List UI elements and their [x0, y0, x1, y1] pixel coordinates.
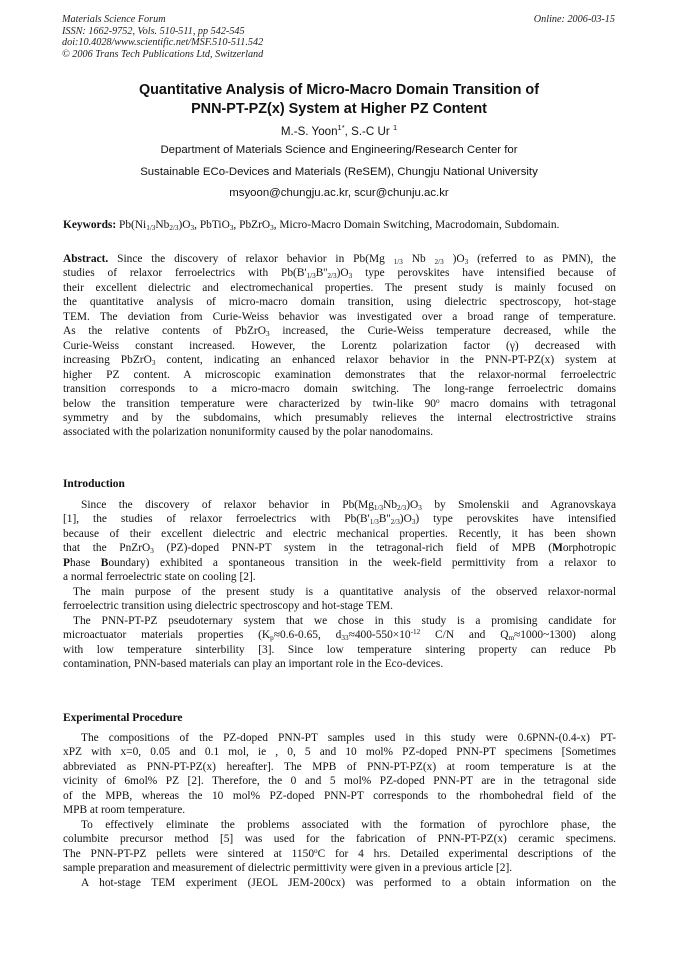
- keyword-text: , PbZrO: [233, 219, 271, 231]
- text-run: B'': [378, 513, 391, 526]
- text-run: )O: [406, 499, 419, 511]
- exp-line: abbreviated as PNN-PT-PZ(x) hereafter]. The MPB of PNN-PT-PZ(x) at room temperature is at the: [63, 760, 616, 773]
- text-sub: 1/3: [373, 504, 384, 512]
- text-sub: 2/3: [434, 258, 444, 266]
- text-run: (referred to as PMN), the: [468, 253, 616, 265]
- text-run: )O: [336, 267, 349, 280]
- abstract: [63, 252, 616, 440]
- exp-line: of the MPB, whereas the 10 mol% PZ-doped PNN-PT corresponds to the rhombohedral field of the: [63, 789, 616, 802]
- text-sub: 3: [265, 330, 270, 339]
- doi-line: doi:10.4028/www.scientific.net/MSF.510-511.542: [62, 37, 264, 49]
- text-sub: 1/3: [369, 518, 379, 527]
- intro-line: [63, 541, 616, 555]
- intro-line: The PNN-PT-PZ pseudoternary system that we chose in this study is a promising candidate for: [73, 614, 616, 627]
- affiliation-line-2: Sustainable ECo-Devices and Materials (ReSEM), Chungju National University: [140, 165, 538, 178]
- text-run: by Smolenskii and Agranovskaya: [421, 499, 616, 511]
- intro-line: contamination, PNN-based materials can play an important role in the Eco-devices.: [63, 657, 444, 670]
- text-sub: 3: [150, 547, 154, 556]
- journal-header: [62, 14, 263, 60]
- text-run: ) type perovskites have intensified: [415, 513, 616, 526]
- copyright-line: © 2006 Trans Tech Publications Ltd, Switzerland: [62, 48, 264, 60]
- title-line-1: Quantitative Analysis of Micro-Macro Domain Transition of: [138, 82, 540, 98]
- abstract-line: [63, 252, 616, 266]
- keywords: [63, 218, 618, 232]
- experimental-body: [63, 731, 616, 890]
- text-sub: 3: [348, 272, 353, 281]
- text-run: hase: [69, 556, 101, 569]
- intro-line: with low temperature sinterbility [3]. Since low temperature sintering property can reduce Pb: [63, 643, 616, 656]
- text-run: ≈400-550×10: [348, 629, 411, 642]
- text-run: Since the discovery of relaxor behavior in Pb(Mg: [108, 253, 394, 265]
- author-separator: ,: [344, 125, 352, 138]
- keyword-text: Nb: [155, 219, 170, 231]
- text-sup: -12: [410, 628, 421, 637]
- abstract-label: Abstract.: [63, 253, 109, 265]
- text-sub: p: [270, 634, 274, 643]
- text-bold: P: [63, 556, 70, 569]
- text-run: )O: [443, 253, 465, 265]
- abstract-line: the quantitative analysis of micro-macro domain transition, using dielectric spectroscopy, hot-stage: [63, 296, 616, 309]
- intro-line: [63, 628, 616, 642]
- text-run: [1], the studies of relaxor ferroelectrics with Pb(B': [63, 513, 370, 526]
- paper-title: [40, 81, 638, 119]
- text-bold: B: [100, 556, 109, 569]
- exp-line: columbite precursor method [5] was used for the fabrication of PNN-PT-PZ(x) ceramic specimens.: [63, 833, 616, 846]
- keyword-sub: 3: [190, 224, 195, 232]
- intro-line: [63, 512, 616, 526]
- abstract-line: TEM. The deviation from Curie-Weiss behavior was investigated over a broad range of temperature.: [63, 310, 616, 323]
- text-run: orphotropic: [562, 542, 617, 555]
- author-2: S.-C Ur: [351, 125, 390, 138]
- online-date: Online: 2006-03-15: [533, 14, 615, 25]
- affiliation-line-1: Department of Materials Science and Engineering/Research Center for: [160, 144, 518, 156]
- keywords-label: Keywords:: [63, 219, 117, 231]
- author-2-affil-mark: 1: [392, 123, 398, 132]
- exp-line: MPB at room temperature.: [63, 804, 186, 817]
- keyword-sub: 3: [229, 224, 234, 232]
- text-sub: 1/3: [393, 258, 403, 266]
- text-sub: 3: [464, 258, 469, 266]
- exp-line: vicinity of 6mol% PZ [2]. Therefore, the 0 and 5 mol% PZ-doped PNN-PT are in the tetragonal side: [63, 775, 616, 788]
- intro-line: [63, 556, 616, 570]
- exp-line: [63, 847, 616, 861]
- section-heading-introduction: Introduction: [63, 478, 125, 490]
- keyword-sub: 3: [270, 224, 274, 232]
- author-1: M.-S. Yoon: [280, 125, 338, 138]
- keyword-sub: 2/3: [169, 224, 179, 232]
- text-sub: 1/3: [306, 272, 316, 281]
- text-run: Nb: [383, 499, 398, 511]
- section-heading-experimental: Experimental Procedure: [63, 712, 183, 724]
- text-sub: 3: [151, 359, 156, 368]
- issn-line: ISSN: 1662-9752, Vols. 510-511, pp 542-545: [62, 25, 245, 37]
- text-sub: 2/3: [397, 504, 407, 512]
- text-run: ≈1000~1300) along: [514, 629, 616, 642]
- text-run: below the transition temperature were characterized by twin-like 90: [63, 397, 436, 410]
- abstract-line: [63, 324, 616, 338]
- text-bold: M: [552, 542, 563, 555]
- text-run: oundary) exhibited a spontaneous transition in the week-field permittivity from a relaxor to: [108, 556, 616, 569]
- text-sup: o: [314, 846, 318, 855]
- abstract-line: [63, 353, 616, 367]
- text-sub: 2/3: [327, 272, 337, 281]
- author-emails: msyoon@chungju.ac.kr, scur@chunju.ac.kr: [229, 187, 449, 199]
- text-run: increased, the Curie-Weiss temperature decreased, while the: [269, 325, 616, 338]
- abstract-line: higher PZ content. A microscopic examination demonstrates that the relaxor-normal ferroelectric: [63, 368, 616, 381]
- journal-name: Materials Science Forum: [62, 14, 166, 25]
- text-run: that the PnZrO: [63, 542, 151, 555]
- title-line-2: PNN-PT-PZ(x) System at Higher PZ Content: [191, 101, 487, 117]
- text-run: The PNN-PT-PZ pellets were sintered at 1150: [63, 847, 315, 860]
- text-run: increasing PbZrO: [63, 354, 152, 367]
- keyword-text: Pb(Ni: [116, 219, 147, 231]
- text-run: (PZ)-doped PNN-PT system in the tetragonal-rich field of MPB (: [153, 542, 553, 555]
- text-run: type perovskites have intensified because of: [352, 267, 616, 280]
- exp-line: sample preparation and measurement of dielectric permittivity were given in a previous article [2].: [63, 862, 513, 875]
- intro-line: [63, 498, 616, 512]
- text-run: macro domains with tetragonal: [439, 397, 616, 410]
- keyword-text: , Micro-Macro Domain Switching, Macrodomain, Subdomain.: [273, 219, 560, 231]
- text-sub: 3: [418, 504, 422, 512]
- text-run: )O: [399, 513, 412, 526]
- text-run: B'': [315, 267, 328, 280]
- intro-line: The main purpose of the present study is a quantitative analysis of the observed relaxor-normal: [73, 585, 616, 598]
- abstract-line: Curie-Weiss constant increased. However, the Lorentz polarization factor (γ) decreased with: [63, 339, 616, 352]
- abstract-line: transition corresponds to a micro-macro domain switching. The long-range ferroelectric domains: [63, 383, 616, 396]
- intro-line: ferroelectric transition using dielectric spectroscopy and hot-stage TEM.: [63, 600, 394, 613]
- introduction-body: [63, 498, 616, 671]
- text-sub: m: [508, 634, 515, 643]
- keyword-text: , PbTiO: [194, 219, 230, 231]
- text-run: content, indicating an enhanced relaxor behavior in the PNN-PT-PZ(x) system at: [155, 354, 616, 367]
- keyword-text: )O: [178, 219, 191, 231]
- exp-line: A hot-stage TEM experiment (JEOL JEM-200cx) was performed to a obtain information on the: [81, 876, 616, 889]
- text-run: studies of relaxor ferroelectrics with Pb(B': [63, 267, 307, 280]
- exp-line: To effectively eliminate the problems associated with the formation of pyrochlore phase, the: [81, 818, 616, 831]
- intro-line: a normal ferroelectric state on cooling [2].: [63, 571, 256, 584]
- text-sub: 3: [411, 518, 416, 527]
- text-sup: o: [436, 396, 440, 405]
- intro-line: because of their excellent dielectric and electric mechanical properties. Recently, it has been shown: [63, 527, 616, 540]
- text-sub: 2/3: [390, 518, 400, 527]
- text-run: Since the discovery of relaxor behavior in Pb(Mg: [81, 499, 374, 511]
- text-run: As the relative contents of PbZrO: [63, 325, 266, 338]
- author-1-affil-mark: 1*: [337, 123, 345, 132]
- text-run: ≈0.6-0.65, d: [273, 629, 342, 642]
- text-run: C/N and Q: [420, 629, 509, 642]
- text-sub: 33: [341, 634, 349, 643]
- abstract-line: [63, 266, 616, 280]
- abstract-line: associated with the polarization nonuniformity caused by the polar nanodomains.: [63, 426, 434, 439]
- text-run: Nb: [402, 253, 435, 265]
- keyword-sub: 1/3: [146, 224, 156, 232]
- abstract-line: [63, 397, 616, 411]
- exp-line: The compositions of the PZ-doped PNN-PT samples used in this study were 0.6PNN-(0.4-x) PT-: [81, 732, 616, 744]
- abstract-line: symmetry and by the subdomains, which presumably relieves the internal electrostrictive strains: [63, 411, 616, 424]
- abstract-line: their excellent dielectric and electromechanical properties. The present study is mainly focused on: [63, 281, 616, 294]
- affiliation: [40, 140, 638, 205]
- text-run: C for 4 hrs. Detailed experimental descriptions of the: [317, 847, 616, 860]
- author-list: [40, 124, 638, 140]
- exp-line: xPZ with x=0, 0.05 and 0.1 mol, ie , 0, 5 and 10 mol% PZ-doped PNN-PT specimens [Sometimes: [63, 746, 616, 759]
- text-run: microactuator materials properties (K: [63, 629, 271, 642]
